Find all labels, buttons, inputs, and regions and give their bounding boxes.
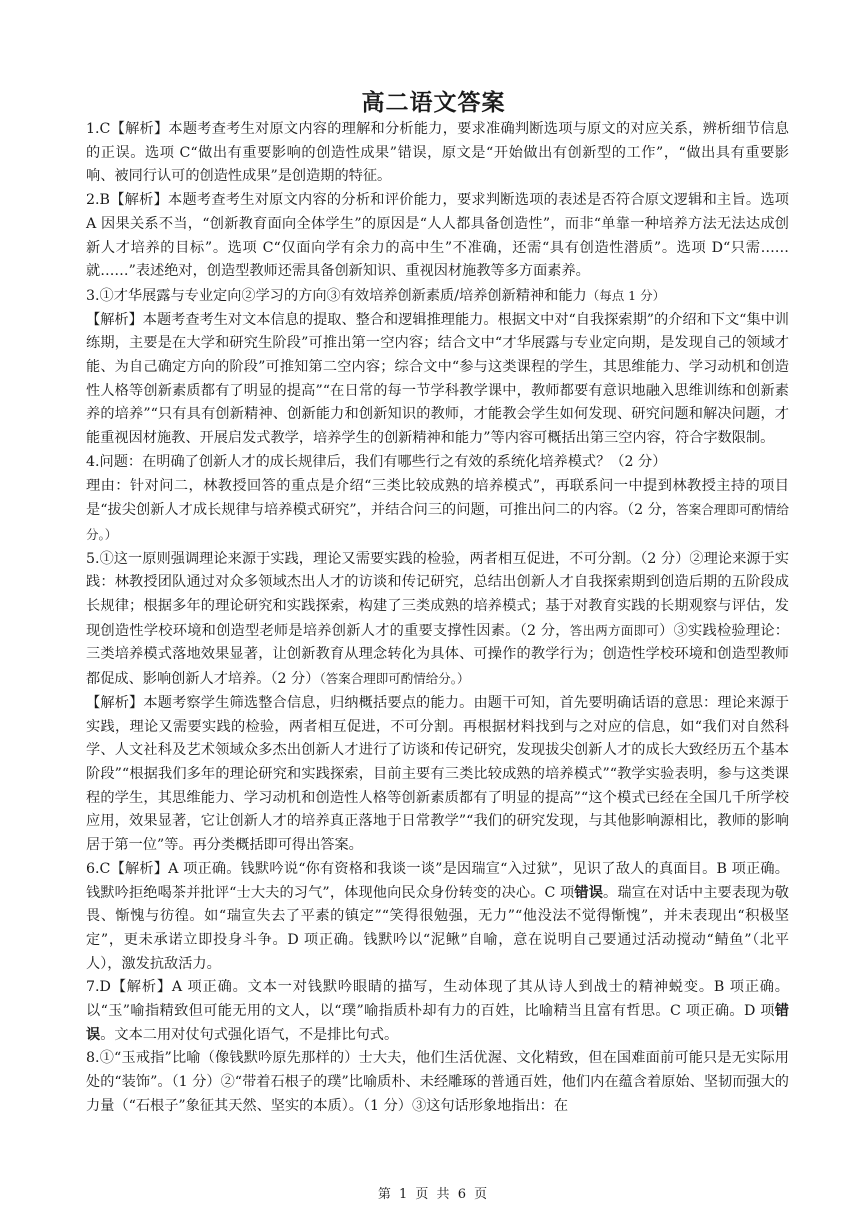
answer-q2: 2.B【解析】本题考查考生对原文内容的分析和评价能力，要求判断选项的表述是否符合原文逻辑和主旨。选项 A 因果关系不当，“创新教育面向全体学生”的原因是“人人都具备创造性”，而非“单靠一种培养方法无法达成创新人才培养的目标”。选项 C“仅面向学有余力的高中生”不准确，还需“具有创造性潜质”。选项 D“只需……就……”表述绝对，创造型教师还需具备创新知识、重视因材施教等多方面素养。 <box>86 192 789 280</box>
answer-q6-bold: 错误 <box>574 884 604 901</box>
page-footer: 第 1 页 共 6 页 <box>377 1187 490 1202</box>
answer-q6-after: 。瑞宣在对话中主要表现为敬畏、惭愧与彷徨。如“瑞宣失去了平素的镇定”“笑得很勉强，无力”“他没法不觉得惭愧”，并未表现出“积极坚定”，更未承诺立即投身斗争。D 项正确。钱默吟以“泥鳅”自喻，意在说明自己要通过活动搅动“鲭鱼”（北平人），激发抗敌活力。 <box>86 884 789 972</box>
answer-q7-after: 。文本二用对仗句式强化语气，不是排比句式。 <box>100 1026 399 1043</box>
answer-q4-question: 4.问题：在明确了创新人才的成长规律后，我们有哪些行之有效的系统化培养模式？（2 分） <box>86 453 667 470</box>
answer-q5-part2: ）③实践检验理论：三类培养模式落地效果显著，让创新教育从理念转化为具体、可操作的教学行为；创造性学校环境和创造型教师都促成、影响创新人才培养。（2 分） <box>86 622 789 688</box>
answer-q5 <box>86 548 789 692</box>
answer-q4-note: 答案合理即可酌情给分。） <box>86 502 789 542</box>
answer-q7-bold: 错误 <box>86 1003 789 1043</box>
answer-q3-score-note: （每点 1 分） <box>586 287 666 303</box>
answer-q6 <box>86 858 789 977</box>
answer-q4-reason <box>86 475 789 548</box>
answer-q7-before: 7.D【解析】A 项正确。文本一对钱默吟眼睛的描写，生动体现了其从诗人到战士的精神蜕变。B 项正确。以“玉”喻指精致但可能无用的文人，以“璞”喻指质朴却有力的百姓，比喻精当且富有哲思。C 项正确。D 项 <box>86 979 789 1020</box>
answer-q3-text: 3.①才华展露与专业定向②学习的方向③有效培养创新素质/培养创新精神和能力 <box>86 287 587 304</box>
answer-q5-note2: （答案合理即可酌情给分。） <box>319 671 470 687</box>
answer-q5-note1: 答出两方面即可 <box>569 622 660 638</box>
answer-content <box>86 118 789 1119</box>
answer-q8: 8.①“玉戒指”比喻（像钱默吟原先那样的）士大夫，他们生活优渥、文化精致，但在国难面前可能只是无实际用处的“装饰”。（1 分）②“带着石根子的璞”比喻质朴、未经雕琢的普通百姓，他们内在蕴含着原始、坚韧而强大的力量（“石根子”象征其天然、坚实的本质）。（1 分）③这句话形象地指出：在 <box>86 1050 789 1114</box>
answer-q6-before: 6.C【解析】A 项正确。钱默吟说“你有资格和我谈一谈”是因瑞宣“入过狱”，见识了敌人的真面目。B 项正确。钱默吟拒绝喝茶并批评“士大夫的习气”，体现他向民众身份转变的决心。C 项 <box>86 860 789 901</box>
analysis-q3: 【解析】本题考查考生对文本信息的提取、整合和逻辑推理能力。根据文中对“自我探索期”的介绍和下文“集中训练期，主要是在大学和研究生阶段”可推出第一空内容；结合文中“才华展露与专业定向期，是发现自己的领域才能、为自己确定方向的阶段”可推知第二空内容；综合文中“参与这类课程的学生，其思维能力、学习动机和创造性人格等创新素质都有了明显的提高”“在日常的每一节学科教学课中，教师都要有意识地融入思维训练和创新素养的培养”“只有具有创新精神、创新能力和创新知识的教师，才能教会学生如何发现、研究问题和解决问题，才能重视因材施教、开展启发式教学，培养学生的创新精神和能力”等内容可概括出第三空内容，符合字数限制。 <box>86 311 789 447</box>
answer-q7 <box>86 976 789 1047</box>
page-title: 高二语文答案 <box>361 89 506 116</box>
answer-q4-reason-text: 理由：针对问二，林教授回答的重点是介绍“三类比较成熟的培养模式”，再联系问一中提到林教授主持的项目是“拔尖创新人才成长规律与培养模式研究”，并结合问三的问题，可推出问二的内容。（2 分， <box>86 477 789 519</box>
answer-q3 <box>86 284 789 309</box>
answer-q5-part1: 5.①这一原则强调理论来源于实践，理论又需要实践的检验，两者相互促进，不可分割。（2 分）②理论来源于实践：林教授团队通过对众多领域杰出人才的访谈和传记研究，总结出创新人才自我探索期到创造后期的五阶段成长规律；根据多年的理论研究和实践探索，构建了三类成熟的培养模式；基于对教育实践的长期观察与评估，发现创造性学校环境和创造型老师是培养创新人才的重要支撑性因素。（2 分， <box>86 550 789 639</box>
analysis-q5: 【解析】本题考察学生筛选整合信息，归纳概括要点的能力。由题干可知，首先要明确话语的意思：理论来源于实践，理论又需要实践的检验，两者相互促进，不可分割。再根据材料找到与之对应的信息，如“我们对自然科学、人文社科及艺术领域众多杰出创新人才进行了访谈和传记研究，发现拔尖创新人才的成长大致经历五个基本阶段”“根据我们多年的理论研究和实践探索，目前主要有三类比较成熟的培养模式”“教学实验表明，参与这类课程的学生，其思维能力、学习动机和创造性人格等创新素质都有了明显的提高”“这个模式已经在全国几千所学校应用，效果显著，它让创新人才的培养真正落地于日常教学”“我们的研究发现，与其他影响源相比，教师的影响居于第一位”等。再分类概括即可得出答案。 <box>86 694 789 854</box>
answer-q1: 1.C【解析】本题考查考生对原文内容的理解和分析能力，要求准确判断选项与原文的对应关系，辨析细节信息的正误。选项 C“做出有重要影响的创造性成果”错误，原文是“开始做出有创新型的工作”，“做出具有重要影响、被同行认可的创造性成果”是创造期的特征。 <box>86 121 789 185</box>
